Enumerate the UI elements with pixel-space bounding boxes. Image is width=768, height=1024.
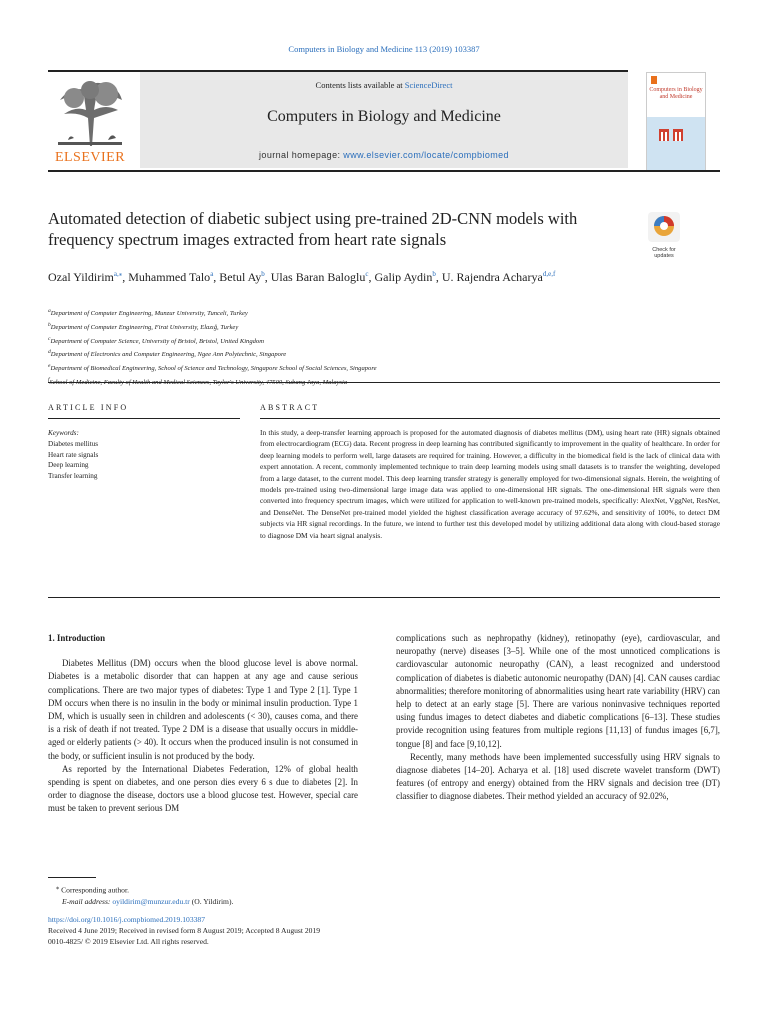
affiliation-item xyxy=(48,334,688,348)
body-column-right xyxy=(396,632,720,804)
publisher-logo-text: ELSEVIER xyxy=(54,150,126,165)
email-link[interactable]: oyildirim@munzur.edu.tr xyxy=(112,896,190,906)
journal-title: Computers in Biology and Medicine xyxy=(267,108,501,125)
corresponding-author-note xyxy=(48,882,448,896)
affiliation-marker: d xyxy=(48,349,51,356)
keyword-item: Transfer learning xyxy=(48,472,98,481)
affiliation-marker: f xyxy=(48,376,50,383)
author-affiliation-marker[interactable]: a xyxy=(210,270,214,278)
author-affiliation-marker[interactable]: c xyxy=(365,270,369,278)
author-list: Ozal Yildirim$^{a,⁎}$, Muhammed Talo$^a$, Betul Ay$^b$, Ulas Baran Baloglu$^c$, Galip Aydin$^b$, U. Rajendra Acharya$^{d,e,f}$ xyxy=(48,270,556,284)
author-name[interactable]: Betul Ay xyxy=(219,270,262,284)
affiliation-text: Department of Computer Engineering, Munzur University, Tunceli, Turkey xyxy=(50,310,248,318)
author-name[interactable]: Ulas Baran Baloglu xyxy=(270,270,366,284)
cover-title: Computers in Biology and Medicine xyxy=(649,87,703,100)
abstract-text: In this study, a deep-transfer learning approach is proposed for the automated diagnosis of diabetes mellitus (DM), using heart rate (HR) signals obtained from electrocardiogram (ECG) data. Recent progress in deep learning has contributed significantly to improvement in the quality of healthcare. In order for deep learning models to perform well, large datasets are required for training. However, a difficulty in the biomedical field is the lack of clinical data with expert annotation. A recent, commonly implemented technique to train deep learning models using small datasets is to transfer the weighting, developed from a large dataset, to the current model. This deep learning transfer strategy is generally employed for two-dimensional signals. Herein, the weighting of models pre-trained using two-dimensional large image data was applied to one-dimensional HR signals. The one-dimensional HR signals were then converted into frequency spectrum images, which were utilized for application to well-known pre-trained models, specifically: AlexNet, VggNet, ResNet, and DenseNet. The DenseNet pre-trained model yielded the highest classification average accuracy of 97.62%, and sensitivity of 100%, to detect DM subjects via HR signal recordings. In the future, we intend to further test this developed model by utilizing additional data along with cloud-based storage to diagnose DM via heart signal analysis. xyxy=(260,428,720,540)
author-affiliation-marker[interactable]: d,e,f xyxy=(542,270,556,278)
journal-homepage xyxy=(140,150,628,160)
author-name[interactable]: Ozal Yildirim xyxy=(48,270,114,284)
author-name[interactable]: Muhammed Talo xyxy=(128,270,211,284)
affiliation-text: School of Medicine, Faculty of Health and Medical Sciences, Taylor's University, 47500, Subang Jaya, Malaysia xyxy=(49,379,348,387)
footnotes xyxy=(48,882,448,907)
intro-paragraph-3: complications such as nephropathy (kidney), retinopathy (eye), cardiovascular, and neuropathy (nerve) diseases [3–5]. While one of the most unnoticed complications is cardiovascular autonomic neuropathy (CAN), a least recognized and understood complication of diabetes is diabetic autonomic neuropathy (DAN) [4]. CAN causes cardiac abnormalities; therefore monitoring of abnormalities using heart rate variability (HRV) can help to detect at an early stage [5]. There are various noninvasive techniques reported using fundus images to detect diabetes and diabetic complications [6–13]. These studies provide recognition using features from multiple regions [11,13] of fundus images [6,7], tongue [8] and face [9,10,12]. xyxy=(396,633,720,749)
email-suffix: (O. Yildirim). xyxy=(189,896,234,906)
header-bottom-rule xyxy=(48,170,720,172)
footnote-rule xyxy=(48,877,96,878)
section-heading-introduction: 1. Introduction xyxy=(48,633,106,643)
author-name[interactable]: U. Rajendra Acharya xyxy=(441,270,543,284)
abstract-rule xyxy=(260,418,720,419)
affiliation-list xyxy=(48,306,688,389)
author-affiliation-marker[interactable]: b xyxy=(261,270,265,278)
affiliation-text: Department of Electronics and Computer Engineering, Ngee Ann Polytechnic, Singapore xyxy=(50,351,287,359)
corresponding-text: Corresponding author. xyxy=(61,885,129,895)
affiliation-item xyxy=(48,306,688,320)
keyword-item: Deep learning xyxy=(48,461,89,470)
affiliation-text: Department of Computer Science, University of Bristol, Bristol, United Kingdom xyxy=(50,337,264,345)
copyright-notice: 0010-4825/ © 2019 Elsevier Ltd. All rights reserved. xyxy=(48,937,209,946)
keyword-item: Heart rate signals xyxy=(48,450,99,459)
contents-prefix: Contents lists available at xyxy=(315,80,405,90)
affiliation-marker: a xyxy=(48,308,51,314)
keywords-block xyxy=(48,428,238,482)
body-column-left xyxy=(48,632,358,816)
abstract-heading: ABSTRACT xyxy=(260,403,320,412)
affiliation-text: Department of Biomedical Engineering, School of Science and Technology, Singapore School of Social Sciences, Singapore xyxy=(50,365,377,373)
paper-title: Automated detection of diabetic subject using pre-trained 2D-CNN models with frequency spectrum images extracted from heart rate signals xyxy=(48,209,578,249)
author-affiliation-marker[interactable]: b xyxy=(432,270,436,278)
homepage-link[interactable]: www.elsevier.com/locate/compbiomed xyxy=(343,150,509,160)
article-info-rule xyxy=(48,418,240,419)
crossmark-icon xyxy=(644,212,684,242)
intro-paragraph-4: Recently, many methods have been implemented successfully using HRV signals to diagnose diabetes [14–20]. Acharya et al. [18] used discrete wavelet transform (DWT) features (of entropy and energy) obtained from the HRV signals and decision tree (DT) classifier to diagnose diabetes. Their method yielded an accuracy of 92.02%, xyxy=(396,751,720,802)
journal-citation[interactable]: Computers in Biology and Medicine 113 (2019) 103387 xyxy=(288,44,480,54)
keywords-label: Keywords: xyxy=(48,429,79,437)
corresponding-mark: ⁎ xyxy=(56,884,60,891)
affiliation-marker: b xyxy=(48,321,51,328)
affiliation-item xyxy=(48,347,688,361)
crossmark-label: Check for updates xyxy=(652,247,676,259)
section-divider xyxy=(48,382,720,383)
doi-link[interactable]: https://doi.org/10.1016/j.compbiomed.2019.103387 xyxy=(48,915,206,924)
email-label: E-mail address: xyxy=(62,896,111,906)
sciencedirect-link[interactable]: ScienceDirect xyxy=(404,80,453,90)
affiliation-marker: e xyxy=(48,363,51,370)
section-divider xyxy=(48,597,720,598)
email-note xyxy=(48,896,448,907)
intro-paragraph-1: Diabetes Mellitus (DM) occurs when the blood glucose level is above normal. Diabetes is a metabolic disorder that can happen at any age and cause serious complications. There are two major types of diabetes: Type 1 and Type 2 [1]. Type 1 DM occurs when there is no insulin in the body or minimal insulin production. Type 1 DM, which is usually seen in children and adolescents (< 30), causes coma, and there is a risk of death if not treated. Type 2 DM is a disease that usually occurs in middle-aged or elderly patients (> 40). It occurs when the produced insulin is not consumed in the body, or sufficient insulin is not produced by the body. xyxy=(48,658,358,761)
author-affiliation-marker[interactable]: a,⁎ xyxy=(113,270,123,278)
affiliation-item xyxy=(48,361,688,375)
homepage-prefix: journal homepage: xyxy=(259,150,344,160)
article-meta xyxy=(48,914,548,947)
received-dates: Received 4 June 2019; Received in revised form 8 August 2019; Accepted 8 August 2019 xyxy=(48,926,321,935)
author-name[interactable]: Galip Aydin xyxy=(374,270,433,284)
affiliation-item xyxy=(48,320,688,334)
article-info-heading: ARTICLE INFO xyxy=(48,403,129,412)
journal-cover-thumbnail[interactable] xyxy=(646,72,706,172)
keyword-item: Diabetes mellitus xyxy=(48,439,99,448)
affiliation-marker: c xyxy=(48,335,51,342)
affiliation-text: Department of Computer Engineering, Firat University, Elazığ, Turkey xyxy=(50,323,239,331)
check-for-updates-badge[interactable] xyxy=(644,212,684,259)
contents-availability xyxy=(140,80,628,90)
intro-paragraph-2: As reported by the International Diabetes Federation, 12% of global health spending is spent on diabetes, and one person dies every 6 s due to diabetes [2]. In order to diagnose the disease, doctors use a blood glucose test. However, special care must be taken to prevent serious DM xyxy=(48,763,358,814)
